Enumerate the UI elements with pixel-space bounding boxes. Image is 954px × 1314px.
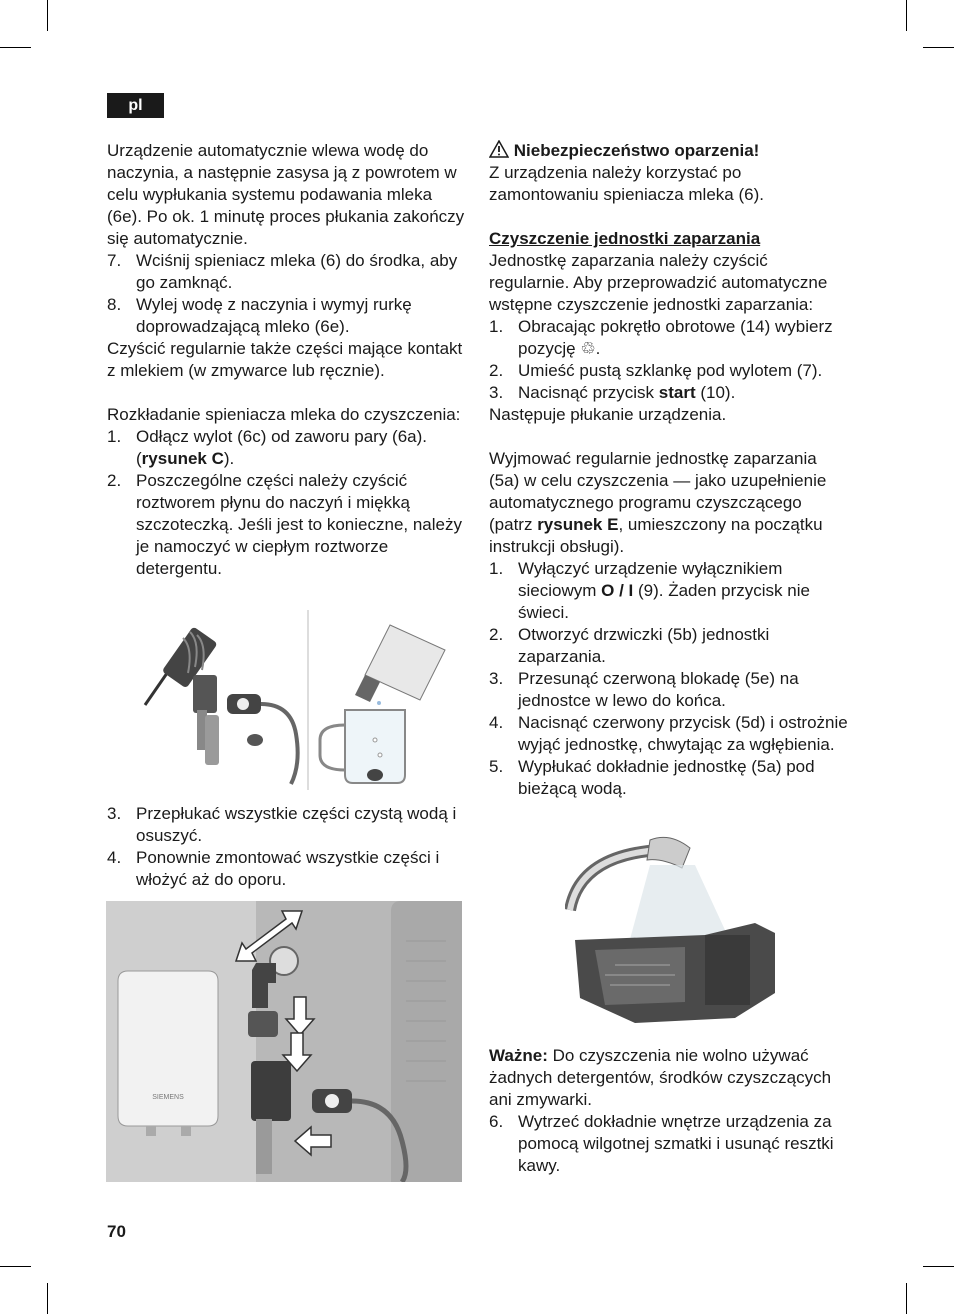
intro-paragraph: Urządzenie automatycznie wlewa wodę do naczynia, a następnie zasysa ją z powrotem w celu wypłukania systemu podawania mleka (6e). Po ok. 1 minutę proces płukania zakończy się automatycznie. <box>107 141 465 248</box>
list-item: 1. Wyłączyć urządzenie wyłącznikiem sieciowym O / I (9). Żaden przycisk nie świeci. <box>489 559 810 622</box>
assembly-illustration <box>106 901 462 1182</box>
steps-list-c <box>107 803 467 891</box>
crop-mark <box>923 47 954 48</box>
list-item: 3. Przepłukać wszystkie części czystą wodą i osuszyć. <box>107 804 457 845</box>
list-item: 2. Otworzyć drzwiczki (5b) jednostki zaparzania. <box>489 625 770 666</box>
crop-mark <box>0 1266 31 1267</box>
list-item: 8. Wylej wodę z naczynia i wymyj rurkę doprowadzającą mleko (6e). <box>107 295 412 336</box>
list-item: 7. Wciśnij spieniacz mleka (6) do środka, aby go zamknąć. <box>107 251 458 292</box>
crop-mark <box>906 1283 907 1314</box>
warning-icon <box>489 140 509 158</box>
page-number: 70 <box>107 1222 126 1241</box>
list-item: 6. Wytrzeć dokładnie wnętrze urządzenia za pomocą wilgotnej szmatki i usunąć resztki kawy. <box>489 1112 834 1175</box>
left-column-top <box>107 140 467 580</box>
brand-label: SIEMENS <box>152 1094 184 1101</box>
brew-steps-c <box>489 1111 849 1177</box>
list-item: 5. Wypłukać dokładnie jednostkę (5a) pod bieżącą wodą. <box>489 757 815 798</box>
right-column-top <box>489 140 849 800</box>
list-item: 2. Umieść pustą szklankę pod wylotem (7). <box>489 361 823 380</box>
crop-mark <box>0 47 31 48</box>
important-note: Ważne: Do czyszczenia nie wolno używać żadnych detergentów, środków czyszczących ani zmywarki. <box>489 1046 832 1109</box>
list-item: 2. Poszczególne części należy czyścić roztworem płynu do naczyń i miękką szczoteczką. Jeśli jest to konieczne, należy je namoczyć w ciepłym roztworze detergentu. <box>107 471 462 578</box>
brew-unit-icon <box>575 923 775 1023</box>
crop-mark <box>47 1283 48 1314</box>
crop-mark <box>47 0 48 31</box>
cleaning-illustration <box>135 610 465 790</box>
list-item: 1. Obracając pokrętło obrotowe (14) wybierz pozycję ♲. <box>489 317 833 358</box>
steps-list-b <box>107 426 467 580</box>
list-item: 4. Ponownie zmontować wszystkie części i włożyć aż do oporu. <box>107 848 440 889</box>
warning-heading: Niebezpieczeństwo oparzenia! <box>489 140 849 162</box>
frother-parts-icon <box>193 675 298 784</box>
list-item: 1. Odłącz wylot (6c) od zaworu pary (6a). (rysunek C). <box>107 427 427 468</box>
list-item: 3. Nacisnąć przycisk start (10). <box>489 383 736 402</box>
remove-intro: Wyjmować regularnie jednostkę zaparzania (5a) w celu czyszczenia — jako uzupełnienie automatycznego programu czyszczącego (patrz rysunek E, umieszczony na początku instrukcji obsługi). <box>489 449 827 556</box>
list-item: 4. Nacisnąć czerwony przycisk (5d) i ostrożnie wyjąć jednostkę, chwytając za wgłębienia. <box>489 713 848 754</box>
steps-list-a <box>107 250 467 338</box>
right-column-bottom <box>489 1045 849 1177</box>
warning-text: Z urządzenia należy korzystać po zamontowaniu spieniacza mleka (6). <box>489 163 764 204</box>
rinse-brew-unit-illustration <box>565 835 780 1030</box>
beaker-icon <box>320 710 405 783</box>
disassembly-title: Rozkładanie spieniacza mleka do czyszczenia: <box>107 405 461 424</box>
rinse-symbol-icon: ♲ <box>580 339 596 358</box>
left-column-mid <box>107 803 467 891</box>
clean-note: Czyścić regularnie także części mające kontakt z mlekiem (w zmywarce lub ręcznie). <box>107 339 463 380</box>
crop-mark <box>923 1266 954 1267</box>
list-item: 3. Przesunąć czerwoną blokadę (5e) na jednostce w lewo do końca. <box>489 669 799 710</box>
detergent-bottle-icon <box>355 625 445 705</box>
brew-intro: Jednostkę zaparzania należy czyścić regularnie. Aby przeprowadzić automatyczne wstępne czyszczenie jednostki zaparzania: <box>489 251 828 314</box>
brew-unit-heading: Czyszczenie jednostki zaparzania <box>489 229 761 248</box>
crop-mark <box>906 0 907 31</box>
milk-container-icon <box>118 971 218 1136</box>
rinse-note: Następuje płukanie urządzenia. <box>489 405 727 424</box>
language-tab: pl <box>107 93 164 118</box>
brew-steps-a <box>489 316 849 404</box>
brew-steps-b <box>489 558 849 800</box>
